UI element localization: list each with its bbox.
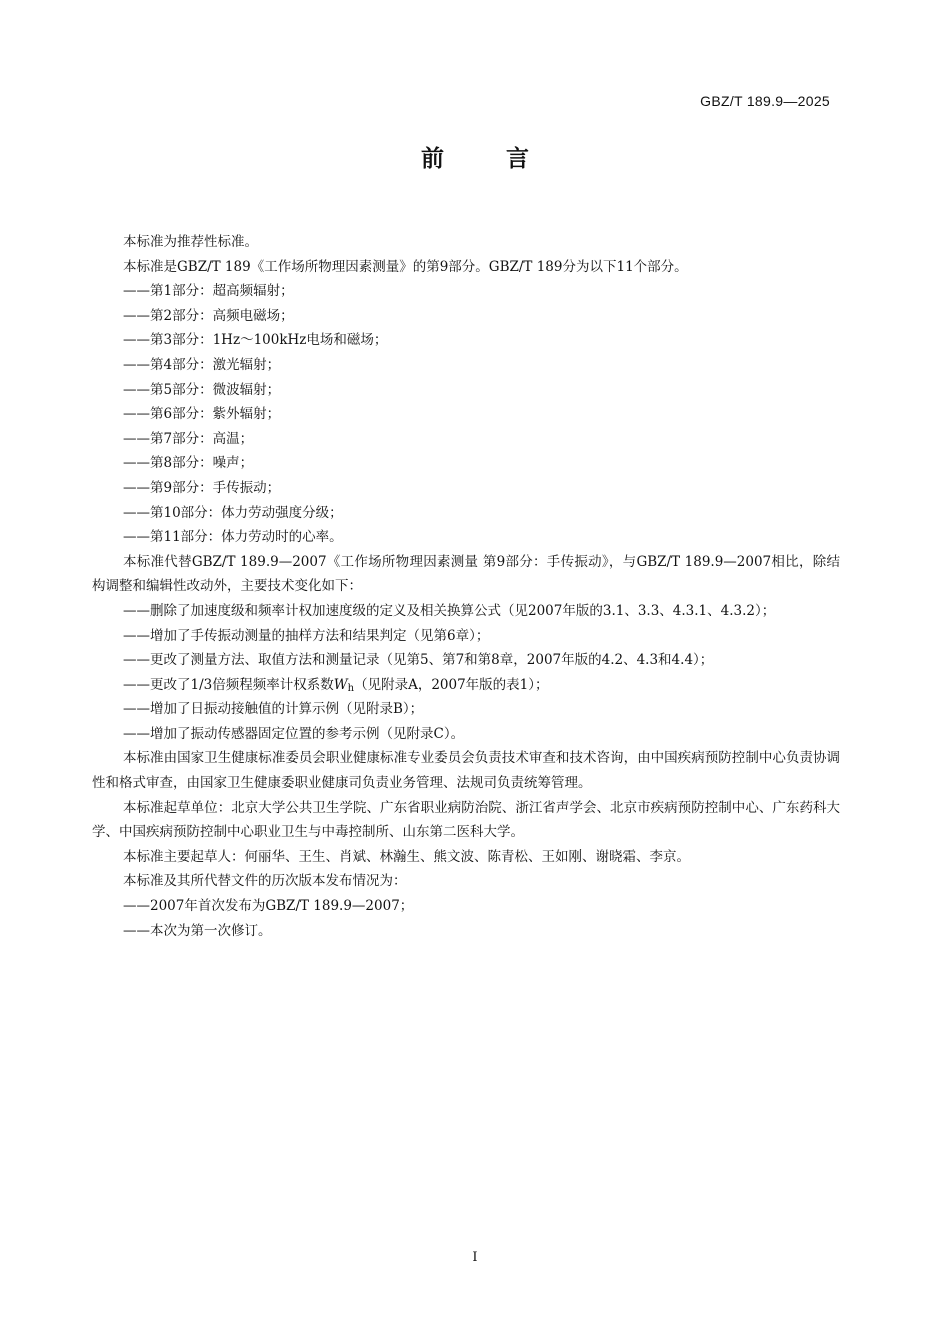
list-item-part-8: ——第8部分：噪声； — [123, 455, 254, 472]
paragraph-replacement: 本标准代替GBZ/T 189.9—2007《工作场所物理因素测量 第9部分：手传振动》，与GBZ/T 189.9—2007相比，除结构调整和编辑性改动外，主要技术变化如下： — [92, 553, 840, 595]
standard-code: GBZ/T 189.9—2025 — [700, 93, 830, 109]
list-item-part-11: ——第11部分：体力劳动时的心率。 — [123, 529, 343, 546]
list-item-change-4 — [92, 673, 840, 698]
paragraph-review: 本标准由国家卫生健康标准委员会职业健康标准专业委员会负责技术审查和技术咨询，由中国疾病预防控制中心负责协调性和格式审查，由国家卫生健康委职业健康司负责业务管理、法规司负责统筹管理。 — [92, 750, 840, 792]
list-item-change-6: ——增加了振动传感器固定位置的参考示例（见附录C）。 — [123, 725, 465, 742]
paragraph-drafters: 本标准主要起草人：何丽华、王生、肖斌、林瀚生、熊文波、陈青松、王如刚、谢晓霜、李京。 — [123, 848, 690, 865]
list-item-part-7: ——第7部分：高温； — [123, 430, 254, 447]
page-number: I — [472, 1250, 478, 1265]
list-item-history-1: ——2007年首次发布为GBZ/T 189.9—2007； — [123, 898, 414, 915]
weighting-subscript: h — [347, 682, 355, 694]
list-item-part-5: ——第5部分：微波辐射； — [123, 381, 281, 398]
document-body — [92, 230, 840, 943]
paragraph-drafting-units: 本标准起草单位：北京大学公共卫生学院、广东省职业病防治院、浙江省声学会、北京市疾病预防控制中心、广东药科大学、中国疾病预防控制中心职业卫生与中毒控制所、山东第二医科大学。 — [92, 799, 840, 841]
list-item-part-10: ——第10部分：体力劳动强度分级； — [123, 504, 343, 521]
list-item-change-1: ——删除了加速度级和频率计权加速度级的定义及相关换算公式（见2007年版的3.1、3.3、4.3.1、4.3.2）； — [123, 602, 776, 619]
list-item-part-2: ——第2部分：高频电磁场； — [123, 307, 294, 324]
change-4-suffix: （见附录A，2007年版的表1）； — [354, 676, 549, 693]
paragraph-series: 本标准是GBZ/T 189《工作场所物理因素测量》的第9部分。GBZ/T 189分为以下11个部分。 — [123, 258, 688, 275]
paragraph-recommended: 本标准为推荐性标准。 — [123, 234, 258, 250]
list-item-part-1: ——第1部分：超高频辐射； — [123, 283, 294, 300]
list-item-part-6: ——第6部分：紫外辐射； — [123, 406, 281, 423]
weighting-symbol: W — [333, 676, 348, 693]
list-item-part-3: ——第3部分：1Hz～100kHz电场和磁场； — [123, 332, 388, 349]
change-4-prefix: ——更改了1/3倍频程频率计权系数 — [123, 676, 334, 693]
list-item-change-2: ——增加了手传振动测量的抽样方法和结果判定（见第6章）； — [123, 627, 490, 644]
page-title: 前言 — [421, 146, 591, 172]
list-item-history-2: ——本次为第一次修订。 — [123, 922, 272, 939]
list-item-change-5: ——增加了日振动接触值的计算示例（见附录B）； — [123, 701, 424, 718]
list-item-part-9: ——第9部分：手传振动； — [123, 479, 281, 496]
paragraph-history: 本标准及其所代替文件的历次版本发布情况为： — [123, 873, 407, 890]
list-item-change-3: ——更改了测量方法、取值方法和测量记录（见第5、第7和第8章，2007年版的4.2、4.3和4.4）； — [123, 652, 714, 669]
list-item-part-4: ——第4部分：激光辐射； — [123, 356, 281, 373]
